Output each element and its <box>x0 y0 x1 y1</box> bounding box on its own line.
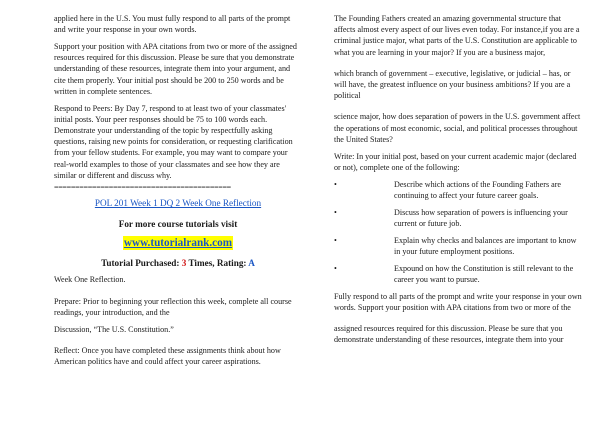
list-item <box>334 179 582 207</box>
tutorialrank-site-link[interactable]: www.tutorialrank.com <box>123 236 233 249</box>
separator-rule: ========================================== <box>54 183 231 193</box>
bullet-mark: • <box>334 235 337 245</box>
bullet-mark: • <box>334 263 337 273</box>
bullet-text: Describe which actions of the Founding Fathers are continuing to affect your future career goals. <box>394 179 562 200</box>
bullet-text: Expound on how the Constitution is still relevant to the career you want to pursue. <box>394 263 574 284</box>
left-column <box>54 13 302 373</box>
bullet-mark: • <box>334 179 337 189</box>
rating-value: A <box>248 257 255 268</box>
paragraph-respond-peers: Respond to Peers: By Day 7, respond to at least two of your classmates' initial posts. Your peer responses should be 75 to 100 words each. Demonstrate your understanding of the topic by respectfully asking questions, raising new points for consideration, or requesting clarification from your fellow students. For example, you may want to compare your real-world examples to those of your classmates and see how they are similar or different and discuss why. <box>54 103 293 180</box>
purchased-label: Tutorial Purchased: <box>101 257 182 268</box>
list-item <box>334 207 582 235</box>
paragraph-assigned-resources: assigned resources required for this discussion. Please be sure that you demonstrate understanding of these resources, integrate them into your <box>334 324 564 345</box>
bullet-text: Explain why checks and balances are important to know in your future employment positions. <box>394 235 577 256</box>
more-tutorials-text: For more course tutorials visit <box>118 219 238 230</box>
paragraph-fully-respond: Fully respond to all parts of the prompt and write your response in your own words. Support your position with APA citations from two or more of the <box>334 291 582 312</box>
bullet-text: Discuss how separation of powers is influencing your current or future job. <box>394 207 568 228</box>
purchased-count: 3 <box>181 257 187 268</box>
paragraph-prepare: Prepare: Prior to beginning your reflection this week, complete all course readings, your introduction, and the <box>54 296 292 317</box>
paragraph-reflect: Reflect: Once you have completed these assignments think about how American politics have and could affect your career aspirations. <box>54 345 281 367</box>
paragraph-founding-fathers: The Founding Fathers created an amazing governmental structure that affects almost every aspect of our lives even today. For instance,if you are a criminal justice major, what parts of the U.S. Constitution are applicable to what you are learning in your major? If you are a business major, <box>334 14 580 57</box>
bullet-mark: • <box>334 207 337 217</box>
paragraph-intro: applied here in the U.S. You must fully respond to all parts of the prompt and write your response in your own words. <box>54 14 291 35</box>
paragraph-discussion: Discussion, “The U.S. Constitution.” <box>54 324 174 334</box>
paragraph-support: Support your position with APA citations from two or more of the assigned resources required for this discussion. Please be sure that you demonstrate understanding of these resources, integrate them into your argument, and cite them properly. Your initial post should be 200 to 250 words and be written in complete sentences. <box>54 42 297 96</box>
paragraph-write: Write: In your initial post, based on your current academic major (declared or not), complete one of the following: <box>334 151 577 172</box>
purchased-mid: Times, Rating: <box>186 257 249 268</box>
list-item <box>334 235 582 263</box>
paragraph-branch: which branch of government – executive, legislative, or judicial – has, or will have, the greatest influence on your business ambitions? If you are a political <box>334 68 571 101</box>
list-item <box>334 263 582 291</box>
reflection-link[interactable]: POL 201 Week 1 DQ 2 Week One Reflection <box>94 198 262 209</box>
right-column <box>334 13 582 351</box>
paragraph-science-major: science major, how does separation of powers in the U.S. government affect the operations of most economic, social, and political processes throughout the United States? <box>334 112 581 144</box>
purchase-info <box>54 257 302 269</box>
reflection-heading: Week One Reflection. <box>54 275 126 285</box>
